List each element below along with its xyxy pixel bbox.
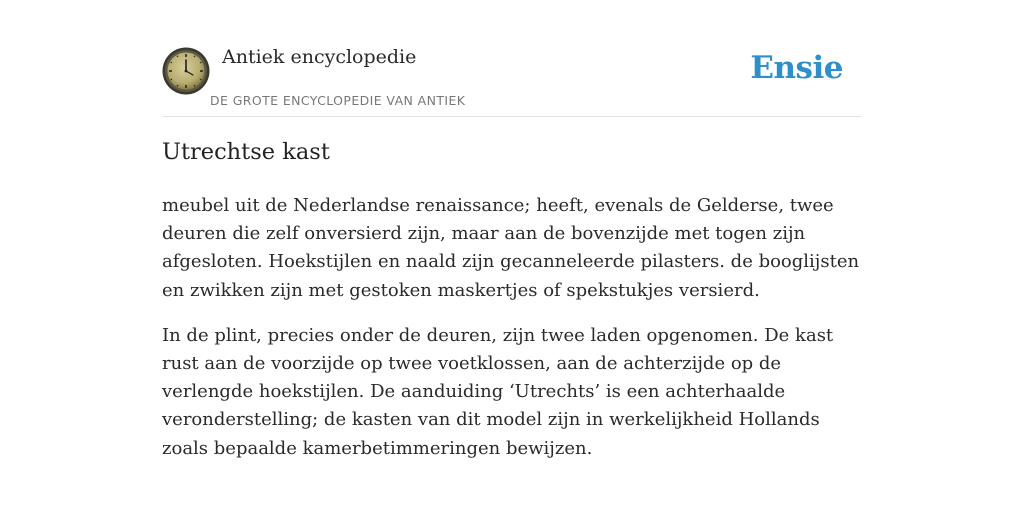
article-body <box>162 192 864 480</box>
article-title: Utrechtse kast <box>162 139 330 165</box>
page <box>162 0 862 459</box>
article-paragraph: meubel uit de Nederlandse renaissance; heeft, evenals de Gelderse, twee deuren die zelf onversierd zijn, maar aan de bovenzijde met togen zijn afgesloten. Hoekstijlen en naald zijn gecanneleerde pilasters. de booglijsten en zwikken zijn met gestoken maskertjes of spekstukjes versierd. <box>162 195 860 301</box>
clock-icon[interactable] <box>162 47 210 95</box>
site-subtitle: DE GROTE ENCYCLOPEDIE VAN ANTIEK <box>210 93 466 108</box>
site-header <box>162 0 862 117</box>
site-title[interactable]: Antiek encyclopedie <box>222 46 417 68</box>
ensie-logo-link[interactable]: Ensie <box>750 50 843 86</box>
article-paragraph: In de plint, precies onder de deuren, zijn twee laden opgenomen. De kast rust aan de voorzijde op twee voetklossen, aan de achterzijde op de verlengde hoekstijlen. De aanduiding ‘Utrechts’ is een achterhaalde veronderstelling; de kasten van dit model zijn in werkelijkheid Hollands zoals bepaalde kamerbetimmeringen bewijzen. <box>162 324 834 459</box>
